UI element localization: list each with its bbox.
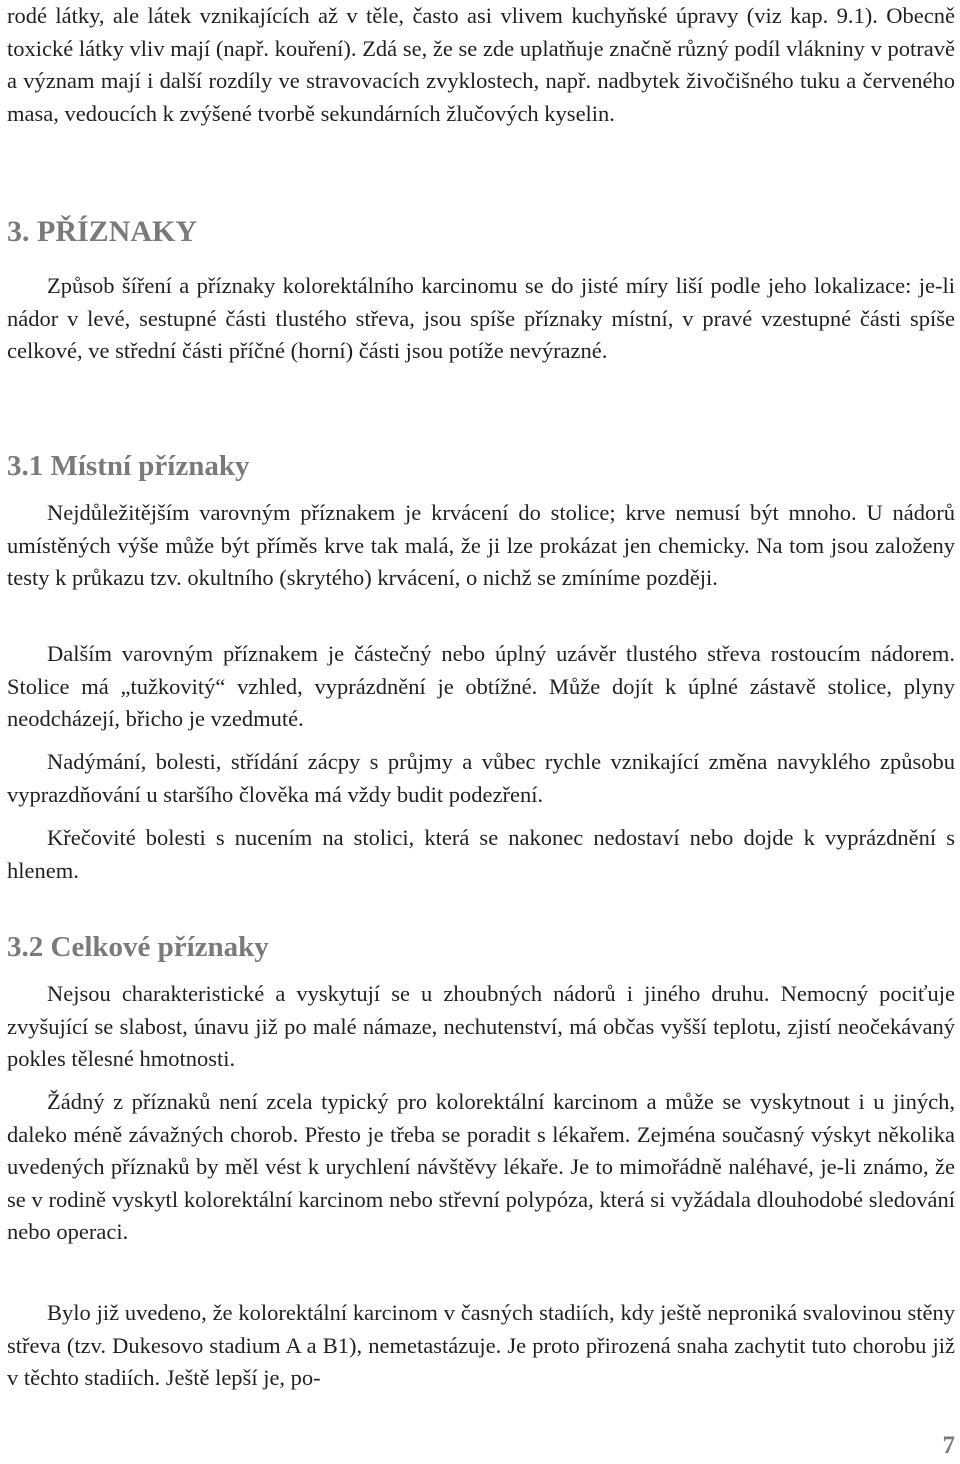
section-3-2-paragraph-2: Žádný z příznaků není zcela typický pro kolorektální karcinom a může se vyskytnout i u jiných, daleko méně závažných chorob. Přesto je třeba se poradit s lékařem. Zejména současný výskyt několika uvedených příznaků by měl vést k urychlení návštěvy lékaře. Je to mimořádně naléhavé, je-li známo, že se v rodině vyskytl kolorektální karcinom nebo střevní polypóza, která si vyžádala dlouhodobé sledování nebo operaci. — [7, 1089, 955, 1245]
section-3-paragraph: Způsob šíření a příznaky kolorektálního karcinomu se do jisté míry liší podle jeho lokalizace: je-li nádor v levé, sestupné části tlustého střeva, jsou spíše příznaky místní, v pravé vzestupné části spíše celkové, ve střední části příčné (horní) části jsou potíže nevýrazné. — [7, 273, 955, 364]
section-3-2-paragraph-1: Nejsou charakteristické a vyskytují se u zhoubných nádorů i jiného druhu. Nemocný pociťuje zvyšující se slabost, únavu již po malé námaze, nechutenství, má občas vyšší teplotu, zjistí neočekávaný pokles tělesné hmotnosti. — [7, 981, 955, 1072]
section-3-1-paragraph-1: Nejdůležitějším varovným příznakem je krvácení do stolice; krve nemusí být mnoho. U nádorů umístěných výše může být příměs krve tak malá, že ji lze prokázat jen chemicky. Na tom jsou založeny testy k průkazu tzv. okultního (skrytého) krvácení, o nichž se zmíníme později. — [7, 500, 955, 591]
section-3-1-paragraph-4: Křečovité bolesti s nucením na stolici, která se nakonec nedostaví nebo dojde k vyprázdnění s hlenem. — [7, 825, 955, 883]
intro-paragraph: rodé látky, ale látek vznikajících až v těle, často asi vlivem kuchyňské úpravy (viz kap. 9.1). Obecně toxické látky vliv mají (např. kouření). Zdá se, že se zde uplatňuje značně různý podíl vlákniny v potravě a význam mají i další rozdíly ve stravovacích zvyklostech, např. nadbytek živočišného tuku a červeného masa, vedoucích k zvýšené tvorbě sekundárních žlučových kyselin. — [7, 3, 955, 126]
section-3-1-heading: 3.1 Místní příznaky — [7, 450, 250, 482]
document-page — [7, 0, 955, 1464]
section-3-heading: 3. PŘÍZNAKY — [7, 215, 198, 248]
section-3-2-paragraph-3: Bylo již uvedeno, že kolorektální karcinom v časných stadiích, kdy ještě neproniká svalovinou stěny střeva (tzv. Dukesovo stadium A a B1), nemetastázuje. Je proto přirozená snaha zachytit tuto chorobu již v těchto stadiích. Ještě lepší je, po- — [7, 1300, 955, 1391]
section-3-1-paragraph-3: Nadýmání, bolesti, střídání zácpy s průjmy a vůbec rychle vznikající změna navyklého způsobu vyprazdňování u staršího člověka má vždy budit podezření. — [7, 749, 955, 807]
section-3-2-heading: 3.2 Celkové příznaky — [7, 931, 269, 963]
page-number: 7 — [942, 1432, 955, 1459]
section-3-1-paragraph-2: Dalším varovným příznakem je částečný nebo úplný uzávěr tlustého střeva rostoucím nádorem. Stolice má „tužkovitý“ vzhled, vyprázdnění je obtížné. Může dojít k úplné zástavě stolice, plyny neodcházejí, břicho je vzedmuté. — [7, 641, 955, 732]
